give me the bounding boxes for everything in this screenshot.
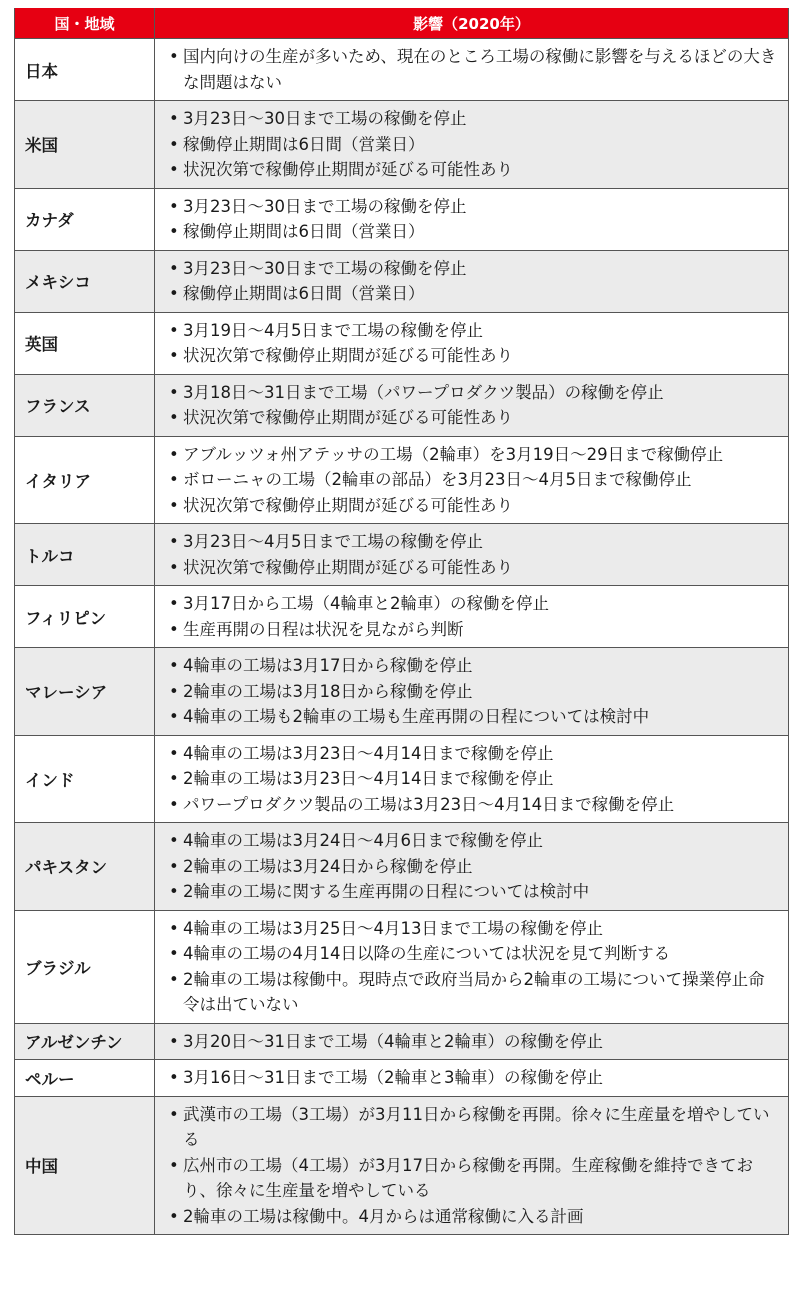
impact-list bbox=[169, 442, 780, 519]
impact-list bbox=[169, 1065, 780, 1091]
impact-table bbox=[14, 8, 789, 1235]
impact-item: • 4輪車の工場は3月23日～4月14日まで稼働を停止 bbox=[169, 741, 780, 767]
impact-list bbox=[169, 318, 780, 369]
impact-item: • 国内向けの生産が多いため、現在のところ工場の稼働に影響を与えるほどの大きな問題はない bbox=[169, 44, 780, 95]
impact-item: • 2輪車の工場は3月18日から稼働を停止 bbox=[169, 679, 780, 705]
country-cell: フィリピン bbox=[15, 586, 155, 648]
impact-cell bbox=[155, 823, 789, 911]
table-row bbox=[15, 735, 789, 823]
impact-item: • 3月23日～30日まで工場の稼働を停止 bbox=[169, 256, 780, 282]
impact-item: • 3月17日から工場（4輪車と2輪車）の稼働を停止 bbox=[169, 591, 780, 617]
table-row bbox=[15, 39, 789, 101]
impact-cell bbox=[155, 188, 789, 250]
country-cell: ブラジル bbox=[15, 910, 155, 1023]
impact-item: • 2輪車の工場は稼働中。4月からは通常稼働に入る計画 bbox=[169, 1204, 780, 1230]
impact-item: • 4輪車の工場は3月17日から稼働を停止 bbox=[169, 653, 780, 679]
country-cell: イタリア bbox=[15, 436, 155, 524]
table-row bbox=[15, 648, 789, 736]
table-row bbox=[15, 524, 789, 586]
impact-item: • 2輪車の工場は稼働中。現時点で政府当局から2輪車の工場について操業停止命令は出ていない bbox=[169, 967, 780, 1018]
impact-item: • 3月18日～31日まで工場（パワープロダクツ製品）の稼働を停止 bbox=[169, 380, 780, 406]
impact-list bbox=[169, 653, 780, 730]
impact-list bbox=[169, 529, 780, 580]
table-row bbox=[15, 374, 789, 436]
impact-item: • 稼働停止期間は6日間（営業日） bbox=[169, 132, 780, 158]
impact-cell bbox=[155, 250, 789, 312]
country-cell: 英国 bbox=[15, 312, 155, 374]
table-row bbox=[15, 1023, 789, 1060]
country-cell: フランス bbox=[15, 374, 155, 436]
impact-item: • 稼働停止期間は6日間（営業日） bbox=[169, 281, 780, 307]
impact-item: • 4輪車の工場も2輪車の工場も生産再開の日程については検討中 bbox=[169, 704, 780, 730]
impact-item: • 広州市の工場（4工場）が3月17日から稼働を再開。生産稼働を維持できており、徐々に生産量を増やしている bbox=[169, 1153, 780, 1204]
impact-list bbox=[169, 194, 780, 245]
impact-item: • 状況次第で稼働停止期間が延びる可能性あり bbox=[169, 157, 780, 183]
impact-cell bbox=[155, 312, 789, 374]
impact-cell bbox=[155, 735, 789, 823]
country-cell: インド bbox=[15, 735, 155, 823]
impact-item: • 稼働停止期間は6日間（営業日） bbox=[169, 219, 780, 245]
impact-item: • 武漢市の工場（3工場）が3月11日から稼働を再開。徐々に生産量を増やしている bbox=[169, 1102, 780, 1153]
impact-list bbox=[169, 591, 780, 642]
table-body bbox=[15, 39, 789, 1235]
impact-item: • パワープロダクツ製品の工場は3月23日～4月14日まで稼働を停止 bbox=[169, 792, 780, 818]
table-row bbox=[15, 586, 789, 648]
country-cell: パキスタン bbox=[15, 823, 155, 911]
impact-list bbox=[169, 741, 780, 818]
country-cell: トルコ bbox=[15, 524, 155, 586]
country-cell: ペルー bbox=[15, 1060, 155, 1097]
impact-item: • 状況次第で稼働停止期間が延びる可能性あり bbox=[169, 555, 780, 581]
table-row bbox=[15, 188, 789, 250]
impact-list bbox=[169, 106, 780, 183]
country-cell: カナダ bbox=[15, 188, 155, 250]
impact-item: • 4輪車の工場は3月25日～4月13日まで工場の稼働を停止 bbox=[169, 916, 780, 942]
table-row bbox=[15, 1096, 789, 1235]
table-row bbox=[15, 823, 789, 911]
impact-table-container bbox=[14, 8, 788, 1235]
impact-item: • 状況次第で稼働停止期間が延びる可能性あり bbox=[169, 405, 780, 431]
impact-item: • 2輪車の工場は3月23日～4月14日まで稼働を停止 bbox=[169, 766, 780, 792]
impact-cell bbox=[155, 910, 789, 1023]
impact-item: • 3月19日～4月5日まで工場の稼働を停止 bbox=[169, 318, 780, 344]
table-row bbox=[15, 1060, 789, 1097]
impact-cell bbox=[155, 586, 789, 648]
impact-cell bbox=[155, 1023, 789, 1060]
impact-cell bbox=[155, 39, 789, 101]
impact-item: • ボローニャの工場（2輪車の部品）を3月23日～4月5日まで稼働停止 bbox=[169, 467, 780, 493]
impact-cell bbox=[155, 1060, 789, 1097]
impact-cell bbox=[155, 648, 789, 736]
impact-cell bbox=[155, 374, 789, 436]
impact-list bbox=[169, 916, 780, 1018]
impact-list bbox=[169, 828, 780, 905]
header-country: 国・地域 bbox=[15, 8, 155, 39]
impact-item: • 3月23日～30日まで工場の稼働を停止 bbox=[169, 194, 780, 220]
table-row bbox=[15, 101, 789, 189]
table-row bbox=[15, 910, 789, 1023]
impact-list bbox=[169, 380, 780, 431]
impact-cell bbox=[155, 101, 789, 189]
impact-item: • 3月20日～31日まで工場（4輪車と2輪車）の稼働を停止 bbox=[169, 1029, 780, 1055]
header-row bbox=[15, 8, 789, 39]
table-row bbox=[15, 436, 789, 524]
country-cell: メキシコ bbox=[15, 250, 155, 312]
impact-item: • 2輪車の工場に関する生産再開の日程については検討中 bbox=[169, 879, 780, 905]
impact-item: • 生産再開の日程は状況を見ながら判断 bbox=[169, 617, 780, 643]
impact-list bbox=[169, 44, 780, 95]
impact-list bbox=[169, 1102, 780, 1230]
impact-list bbox=[169, 256, 780, 307]
country-cell: 日本 bbox=[15, 39, 155, 101]
table-row bbox=[15, 312, 789, 374]
header-impact: 影響（2020年） bbox=[155, 8, 789, 39]
country-cell: 中国 bbox=[15, 1096, 155, 1235]
impact-item: • 4輪車の工場は3月24日～4月6日まで稼働を停止 bbox=[169, 828, 780, 854]
impact-item: • 状況次第で稼働停止期間が延びる可能性あり bbox=[169, 493, 780, 519]
impact-list bbox=[169, 1029, 780, 1055]
impact-cell bbox=[155, 1096, 789, 1235]
country-cell: マレーシア bbox=[15, 648, 155, 736]
impact-cell bbox=[155, 436, 789, 524]
impact-item: • 状況次第で稼働停止期間が延びる可能性あり bbox=[169, 343, 780, 369]
impact-item: • 3月23日～4月5日まで工場の稼働を停止 bbox=[169, 529, 780, 555]
impact-item: • 3月16日～31日まで工場（2輪車と3輪車）の稼働を停止 bbox=[169, 1065, 780, 1091]
impact-item: • アブルッツォ州アテッサの工場（2輪車）を3月19日～29日まで稼働停止 bbox=[169, 442, 780, 468]
country-cell: アルゼンチン bbox=[15, 1023, 155, 1060]
country-cell: 米国 bbox=[15, 101, 155, 189]
table-row bbox=[15, 250, 789, 312]
impact-item: • 2輪車の工場は3月24日から稼働を停止 bbox=[169, 854, 780, 880]
impact-item: • 4輪車の工場の4月14日以降の生産については状況を見て判断する bbox=[169, 941, 780, 967]
impact-cell bbox=[155, 524, 789, 586]
impact-item: • 3月23日～30日まで工場の稼働を停止 bbox=[169, 106, 780, 132]
